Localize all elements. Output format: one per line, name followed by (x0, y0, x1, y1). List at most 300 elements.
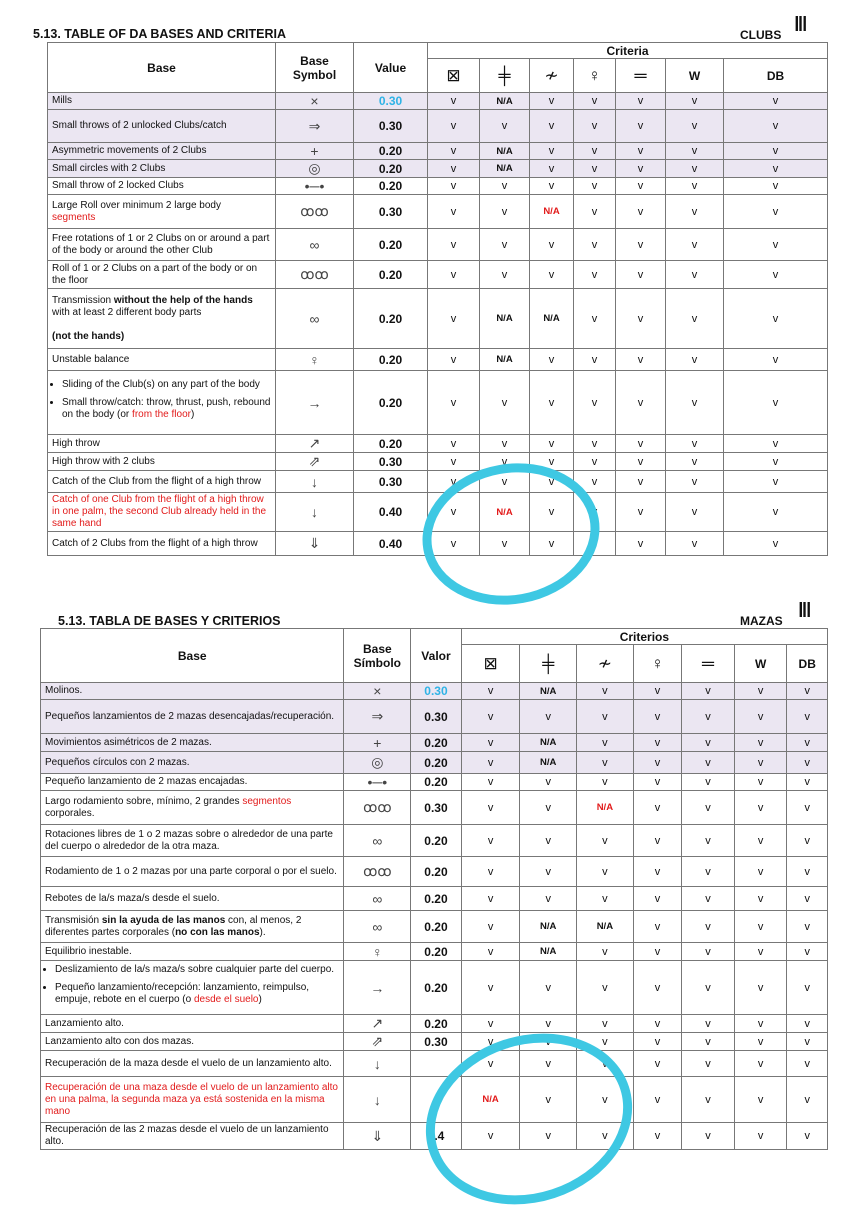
criteria-cell: v (530, 532, 574, 556)
base-cell (48, 349, 276, 371)
base-cell (41, 961, 344, 1015)
criteria-cell: v (666, 493, 724, 532)
base-text-part: Recuperación de una maza desde el vuelo de un lanzamiento alto en una palma, la segunda maza ya está sostenida en la misma mano (45, 1081, 338, 1117)
criteria-cell: v (530, 371, 574, 435)
balance-figure-icon: ♀ (574, 59, 616, 93)
table-row (41, 911, 828, 943)
value-cell: 0.30 (354, 110, 428, 143)
value-cell: 0.40 (354, 532, 428, 556)
symbol-cell: ♀ (344, 943, 411, 961)
bases-criteria-table (47, 42, 828, 556)
base-text-part: ) (190, 408, 195, 420)
criteria-cell: v (520, 887, 577, 911)
value-cell: 0.30 (354, 453, 428, 471)
criteria-cell: v (724, 143, 828, 160)
equals-icon: ═ (616, 59, 666, 93)
criteria-cell: v (633, 825, 682, 857)
criteria-cell: v (428, 435, 480, 453)
base-text-part: with at least 2 different body parts (52, 306, 202, 318)
base-cell (41, 683, 344, 700)
criteria-cell: v (734, 1033, 787, 1051)
criteria-cell: v (574, 349, 616, 371)
criteria-cell: v (480, 110, 530, 143)
table-row (41, 825, 828, 857)
balance-figure-icon: ♀ (633, 645, 682, 683)
header-symbol: Base Símbolo (344, 629, 411, 683)
base-text-part: Sliding of the Club(s) on any part of the body (62, 378, 260, 390)
base-cell (41, 1033, 344, 1051)
criteria-cell: v (520, 1077, 577, 1123)
criteria-cell: v (616, 160, 666, 178)
base-cell (48, 371, 276, 435)
criteria-cell: N/A (461, 1077, 520, 1123)
criteria-cell: v (480, 195, 530, 229)
criteria-cell: v (734, 825, 787, 857)
table-row (48, 493, 828, 532)
criteria-cell: v (574, 178, 616, 195)
criteria-cell: N/A (480, 493, 530, 532)
table-row (48, 453, 828, 471)
criteria-cell: v (574, 435, 616, 453)
criteria-cell: v (682, 791, 735, 825)
base-cell (48, 178, 276, 195)
symbol-cell: ∞ (276, 229, 354, 261)
bases-criterios-table (40, 628, 828, 1150)
value-cell: 0.20 (411, 752, 462, 774)
symbol-cell: ∞ (344, 825, 411, 857)
criteria-cell: v (616, 453, 666, 471)
criteria-cell: v (666, 160, 724, 178)
criteria-cell: v (682, 887, 735, 911)
base-text-part: Lanzamiento alto. (45, 1017, 124, 1029)
criteria-cell: N/A (520, 683, 577, 700)
criteria-cell: v (574, 160, 616, 178)
criteria-cell: v (682, 825, 735, 857)
base-text-part: ) (258, 993, 262, 1005)
base-text-part: Small throw/catch: throw, thrust, push, rebound on the body (or (62, 396, 271, 420)
base-text-part: segmentos (242, 795, 292, 807)
table-row (41, 1051, 828, 1077)
base-text-part: Mills (52, 95, 72, 106)
criteria-cell: v (428, 178, 480, 195)
criteria-cell: v (734, 857, 787, 887)
criteria-cell: v (616, 435, 666, 453)
criteria-cell: N/A (480, 93, 530, 110)
table-row (41, 961, 828, 1015)
criteria-cell: v (734, 1077, 787, 1123)
symbol-cell: ↗ (344, 1015, 411, 1033)
table-row (41, 734, 828, 752)
criteria-cell: v (577, 774, 634, 791)
value-cell: 0.20 (354, 143, 428, 160)
criteria-cell: v (461, 734, 520, 752)
value-cell: 0.20 (354, 178, 428, 195)
criteria-cell: v (428, 532, 480, 556)
table-row (48, 229, 828, 261)
criteria-cell: v (734, 1051, 787, 1077)
criteria-cell: v (577, 961, 634, 1015)
base-cell (41, 752, 344, 774)
table-row (41, 752, 828, 774)
criteria-cell: v (666, 532, 724, 556)
slanted-equals-icon: ≁ (530, 59, 574, 93)
header-criteria: Criterios (461, 629, 827, 645)
base-cell (41, 1015, 344, 1033)
criteria-cell: v (633, 774, 682, 791)
base-text-part: Pequeño lanzamiento/recepción: lanzamiento, reimpulso, empuje, rebote en el cuerpo (o (55, 981, 310, 1005)
table-row (48, 160, 828, 178)
criteria-cell: v (461, 1123, 520, 1150)
header-db: DB (787, 645, 828, 683)
value-cell: 0.30 (354, 93, 428, 110)
header-criteria: Criteria (428, 43, 828, 59)
table-row (41, 1015, 828, 1033)
criteria-cell: N/A (577, 791, 634, 825)
value-cell: 0.20 (354, 261, 428, 289)
criteria-cell: v (574, 143, 616, 160)
criteria-cell: v (633, 857, 682, 887)
criteria-cell: v (461, 683, 520, 700)
criteria-cell: v (666, 195, 724, 229)
criteria-cell: v (428, 261, 480, 289)
criteria-cell: v (724, 532, 828, 556)
criteria-cell: v (666, 371, 724, 435)
base-cell (48, 195, 276, 229)
symbol-cell: ↗ (276, 435, 354, 453)
criteria-cell: v (520, 857, 577, 887)
criteria-cell: v (633, 734, 682, 752)
criteria-cell: v (616, 261, 666, 289)
criteria-cell: v (480, 435, 530, 453)
criteria-cell: v (461, 791, 520, 825)
double-cross-icon: ╪ (480, 59, 530, 93)
header-value: Valor (411, 629, 462, 683)
value-cell: 0.40 (354, 493, 428, 532)
value-cell (411, 1077, 462, 1123)
base-text-part: Small throw of 2 locked Clubs (52, 180, 184, 191)
value-cell: 0.30 (411, 1033, 462, 1051)
symbol-cell: ꝏꝏ (344, 857, 411, 887)
criteria-cell: N/A (520, 943, 577, 961)
base-cell (41, 825, 344, 857)
value-cell: 0.20 (354, 435, 428, 453)
base-cell (48, 289, 276, 349)
criteria-cell: v (734, 700, 787, 734)
value-cell: 0.20 (411, 857, 462, 887)
criteria-cell: v (666, 471, 724, 493)
criteria-cell: v (616, 195, 666, 229)
base-text-part: Roll of 1 or 2 Clubs on a part of the body or on the floor (52, 262, 258, 286)
criteria-cell: v (461, 1033, 520, 1051)
base-text-part: corporales. (45, 807, 95, 819)
criteria-cell: v (734, 791, 787, 825)
criteria-cell: v (787, 943, 828, 961)
table-row (48, 435, 828, 453)
criteria-cell: v (666, 93, 724, 110)
criteria-cell: v (574, 493, 616, 532)
criteria-cell: v (787, 752, 828, 774)
base-cell (41, 734, 344, 752)
criteria-cell: N/A (520, 911, 577, 943)
criteria-cell: v (666, 178, 724, 195)
criteria-cell: v (577, 752, 634, 774)
criteria-cell: v (633, 1051, 682, 1077)
criteria-cell: v (734, 887, 787, 911)
value-cell: 0.20 (411, 734, 462, 752)
criteria-cell: v (633, 700, 682, 734)
table-row (48, 349, 828, 371)
criteria-cell: v (682, 734, 735, 752)
equals-icon: ═ (682, 645, 735, 683)
criteria-cell: v (787, 1077, 828, 1123)
criteria-cell: v (682, 1015, 735, 1033)
criteria-cell: v (461, 1051, 520, 1077)
criteria-cell: v (724, 110, 828, 143)
symbol-cell: + (344, 734, 411, 752)
criteria-cell: v (574, 453, 616, 471)
criteria-cell: v (520, 791, 577, 825)
criteria-cell: v (724, 261, 828, 289)
base-text-part: desde el suelo (193, 993, 259, 1005)
base-text-part: Transmission (52, 294, 114, 306)
fork-knife-icon: ǀǁ (798, 600, 810, 622)
criteria-cell: v (574, 110, 616, 143)
criteria-cell: v (633, 1123, 682, 1150)
criteria-cell: v (461, 752, 520, 774)
list-item (55, 964, 339, 976)
table-row (41, 1077, 828, 1123)
symbol-cell: •─• (276, 178, 354, 195)
symbol-cell: ⇗ (344, 1033, 411, 1051)
criteria-cell: v (428, 289, 480, 349)
value-cell: 0.20 (411, 774, 462, 791)
header-base: Base (48, 43, 276, 93)
criteria-cell: v (480, 178, 530, 195)
criteria-cell: v (574, 371, 616, 435)
criteria-cell: v (616, 93, 666, 110)
base-cell (41, 1051, 344, 1077)
header-base: Base (41, 629, 344, 683)
table-row (41, 887, 828, 911)
criteria-cell: v (428, 493, 480, 532)
table-row (48, 110, 828, 143)
symbol-cell: ⇓ (344, 1123, 411, 1150)
criteria-cell: v (787, 734, 828, 752)
value-cell: 0.30 (354, 195, 428, 229)
table-row (48, 289, 828, 349)
bullet-list (45, 964, 339, 1006)
criteria-cell: v (724, 371, 828, 435)
criteria-cell: v (480, 532, 530, 556)
criteria-cell: v (574, 532, 616, 556)
criteria-cell: v (666, 261, 724, 289)
symbol-cell: + (276, 143, 354, 160)
criteria-cell: v (724, 453, 828, 471)
criteria-cell: v (520, 1123, 577, 1150)
criteria-cell: v (461, 943, 520, 961)
value-cell: 0.20 (411, 961, 462, 1015)
criteria-cell: v (616, 143, 666, 160)
criteria-cell: v (461, 857, 520, 887)
base-text-part: no con las manos (175, 926, 260, 938)
criteria-cell: v (574, 289, 616, 349)
criteria-cell: v (787, 700, 828, 734)
criteria-cell: v (461, 825, 520, 857)
criteria-cell: v (520, 1033, 577, 1051)
criteria-cell: v (724, 160, 828, 178)
base-cell (41, 1077, 344, 1123)
bullet-list (52, 379, 271, 421)
criteria-cell: v (428, 229, 480, 261)
criteria-cell: v (577, 1015, 634, 1033)
base-text-part: High throw (52, 437, 100, 449)
symbol-cell: × (276, 93, 354, 110)
criteria-cell: N/A (520, 752, 577, 774)
base-text-part: ). (259, 926, 266, 938)
symbol-cell: → (276, 371, 354, 435)
base-cell (41, 943, 344, 961)
criteria-cell: v (787, 857, 828, 887)
base-cell (48, 453, 276, 471)
base-cell (48, 229, 276, 261)
criteria-cell: v (633, 1077, 682, 1123)
criteria-cell: v (682, 943, 735, 961)
crossed-box-icon: ⊠ (461, 645, 520, 683)
base-cell (41, 887, 344, 911)
criteria-cell: v (724, 229, 828, 261)
criteria-cell: v (577, 683, 634, 700)
table-row (48, 178, 828, 195)
criteria-cell: v (666, 349, 724, 371)
base-text-part: Lanzamiento alto con dos mazas. (45, 1035, 194, 1047)
criteria-cell: N/A (480, 160, 530, 178)
base-text-part: (not the hands) (52, 330, 125, 342)
criteria-cell: v (724, 493, 828, 532)
symbol-cell: ◎ (276, 160, 354, 178)
criteria-cell: v (428, 195, 480, 229)
slanted-equals-icon: ≁ (577, 645, 634, 683)
base-text-part: segments (52, 211, 96, 223)
value-cell: 0.30 (411, 791, 462, 825)
base-text-part: Free rotations of 1 or 2 Clubs on or around a part of the body or around the other Club (52, 232, 270, 256)
criteria-cell: v (520, 1015, 577, 1033)
symbol-cell: ⇗ (276, 453, 354, 471)
criteria-cell: v (734, 911, 787, 943)
value-cell: 0.20 (411, 943, 462, 961)
criteria-cell: v (530, 160, 574, 178)
header-w: W (666, 59, 724, 93)
value-cell: 0.20 (411, 887, 462, 911)
criteria-cell: v (787, 791, 828, 825)
base-cell (41, 774, 344, 791)
base-cell (41, 911, 344, 943)
criteria-cell: v (616, 532, 666, 556)
criteria-cell: v (633, 961, 682, 1015)
criteria-cell: v (724, 178, 828, 195)
symbol-cell: ꝏꝏ (276, 195, 354, 229)
crossed-box-icon: ⊠ (428, 59, 480, 93)
criteria-cell: v (787, 774, 828, 791)
criteria-cell: v (616, 471, 666, 493)
symbol-cell: ◎ (344, 752, 411, 774)
base-text-part: Rebotes de la/s maza/s desde el suelo. (45, 892, 220, 904)
base-text-part: Movimientos asimétricos de 2 mazas. (45, 736, 212, 748)
symbol-cell: •─• (344, 774, 411, 791)
criteria-cell: v (577, 887, 634, 911)
criteria-cell: v (530, 261, 574, 289)
base-cell (48, 110, 276, 143)
criteria-cell: v (682, 683, 735, 700)
criteria-cell: v (530, 110, 574, 143)
criteria-cell: v (616, 349, 666, 371)
base-cell (41, 857, 344, 887)
base-text-part: Catch of 2 Clubs from the flight of a high throw (52, 537, 258, 549)
table-row (48, 93, 828, 110)
criteria-cell: v (480, 471, 530, 493)
base-cell (48, 435, 276, 453)
criteria-cell: v (633, 887, 682, 911)
table-row (41, 774, 828, 791)
base-text-part: Rodamiento de 1 o 2 mazas por una parte corporal o por el suelo. (45, 865, 337, 877)
criteria-cell: v (787, 961, 828, 1015)
criteria-cell: v (577, 1051, 634, 1077)
criteria-cell: v (574, 471, 616, 493)
value-cell: 0.30 (411, 700, 462, 734)
criteria-cell: v (428, 371, 480, 435)
section-tag: CLUBS (740, 28, 782, 42)
criteria-cell: v (574, 195, 616, 229)
base-text-part: sin la ayuda de las manos (101, 914, 226, 926)
base-cell (48, 261, 276, 289)
criteria-cell: v (682, 1123, 735, 1150)
criteria-cell: v (480, 229, 530, 261)
base-cell (41, 1123, 344, 1150)
fork-knife-icon: ǀǁ (794, 14, 806, 36)
criteria-cell: v (577, 1033, 634, 1051)
symbol-cell: ⇒ (344, 700, 411, 734)
base-text-part: without the help of the hands (113, 294, 253, 306)
criteria-cell: v (577, 1123, 634, 1150)
symbol-cell: ↓ (276, 471, 354, 493)
section-title: 5.13. TABLA DE BASES Y CRITERIOS (58, 614, 281, 628)
criteria-cell: v (682, 1077, 735, 1123)
criteria-cell: v (520, 700, 577, 734)
base-text-part: Rotaciones libres de 1 o 2 mazas sobre o alrededor de una parte del cuerpo o alrededor de la otra maza. (45, 828, 333, 852)
criteria-cell: v (530, 453, 574, 471)
criteria-cell: v (724, 289, 828, 349)
base-text-part: Large Roll over minimum 2 large body (52, 199, 221, 211)
table-row (41, 1033, 828, 1051)
criteria-cell: v (734, 774, 787, 791)
criteria-cell: v (787, 683, 828, 700)
base-text-part: Recuperación de la maza desde el vuelo de un lanzamiento alto. (45, 1057, 332, 1069)
symbol-cell: ꝏꝏ (276, 261, 354, 289)
value-cell: 0.20 (354, 349, 428, 371)
criteria-cell: v (633, 943, 682, 961)
criteria-cell: v (724, 93, 828, 110)
table-row (48, 143, 828, 160)
value-cell (411, 1051, 462, 1077)
criteria-cell: v (520, 774, 577, 791)
criteria-cell: v (461, 911, 520, 943)
base-text-part: Asymmetric movements of 2 Clubs (52, 145, 207, 156)
base-text-part: Pequeños círculos con 2 mazas. (45, 756, 190, 768)
criteria-cell: v (480, 371, 530, 435)
value-cell: 0.30 (411, 683, 462, 700)
criteria-cell: v (666, 143, 724, 160)
criteria-cell: v (666, 435, 724, 453)
criteria-cell: v (530, 93, 574, 110)
